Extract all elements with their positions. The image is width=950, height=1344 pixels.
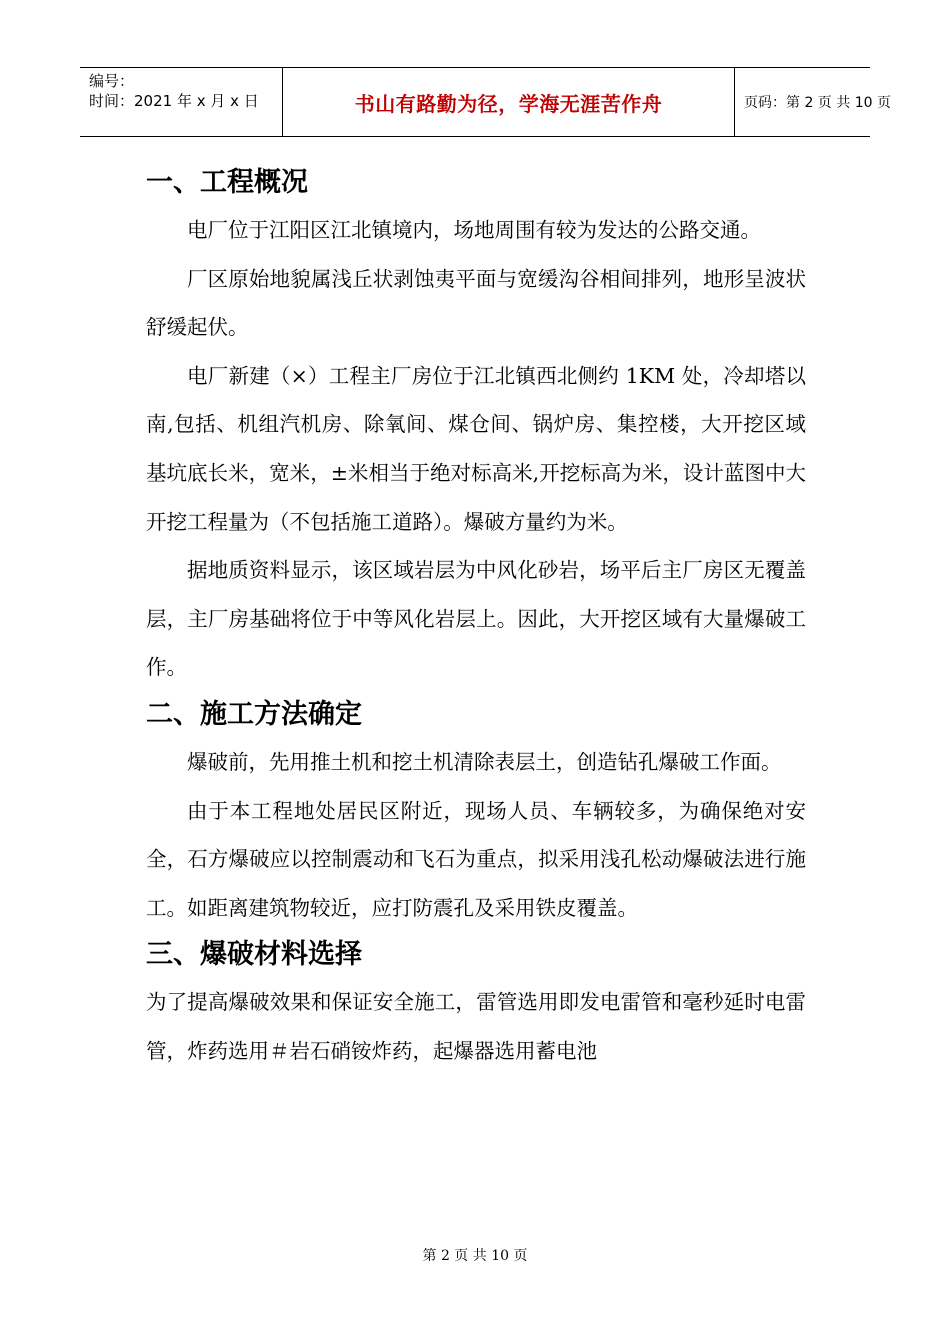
paragraph: 由于本工程地处居民区附近，现场人员、车辆较多，为确保绝对安全，石方爆破应以控制震动和飞石为重点，拟采用浅孔松动爆破法进行施工。如距离建筑物较近，应打防震孔及采用铁皮覆盖。 [146,798,806,920]
section-heading: 二、施工方法确定 [146,698,362,730]
section-heading: 一、工程概况 [146,167,308,198]
section-blasting-materials [146,932,806,1075]
paragraph: 电厂新建（×）工程主厂房位于江北镇西北侧约 1KM 处，冷却塔以南,包括、机组汽机房、除氧间、煤仓间、锅炉房、集控楼，大开挖区域基坑底长米，宽米，±米相当于绝对标高米,开挖标高为米，设计蓝图中大开挖工程量为（不包括施工道路）。爆破方量约为米。 [146,363,806,534]
header-page-info: 页码：第 2 页 共 10 页 [744,95,891,111]
section-project-overview [146,160,806,692]
page-header [80,67,891,137]
paragraph: 厂区原始地貌属浅丘状剥蚀夷平面与宽缓沟谷相间排列，地形呈波状舒缓起伏。 [146,266,806,340]
paragraph: 爆破前，先用推土机和挖土机清除表层土，创造钻孔爆破工作面。 [187,749,782,774]
header-number-label: 编号： [89,72,135,90]
paragraph: 为了提高爆破效果和保证安全施工，雷管选用即发电雷管和毫秒延时电雷管，炸药选用＃岩石硝铵炸药，起爆器选用蓄电池 [146,990,806,1063]
section-construction-method [146,692,806,932]
header-motto: 书山有路勤为径，学海无涯苦作舟 [283,68,735,136]
paragraph: 电厂位于江阳区江北镇境内，场地周围有较为发达的公路交通。 [187,218,761,242]
page-footer: 第 2 页 共 10 页 [422,1248,528,1264]
header-meta [80,68,283,136]
document-body [146,160,806,1076]
paragraph: 据地质资料显示，该区域岩层为中风化砂岩，场平后主厂房区无覆盖层，主厂房基础将位于中等风化岩层上。因此，大开挖区域有大量爆破工作。 [146,558,806,680]
header-time-label: 时间：2021 年 x 月 x 日 [89,92,259,110]
section-heading: 三、爆破材料选择 [146,939,362,971]
